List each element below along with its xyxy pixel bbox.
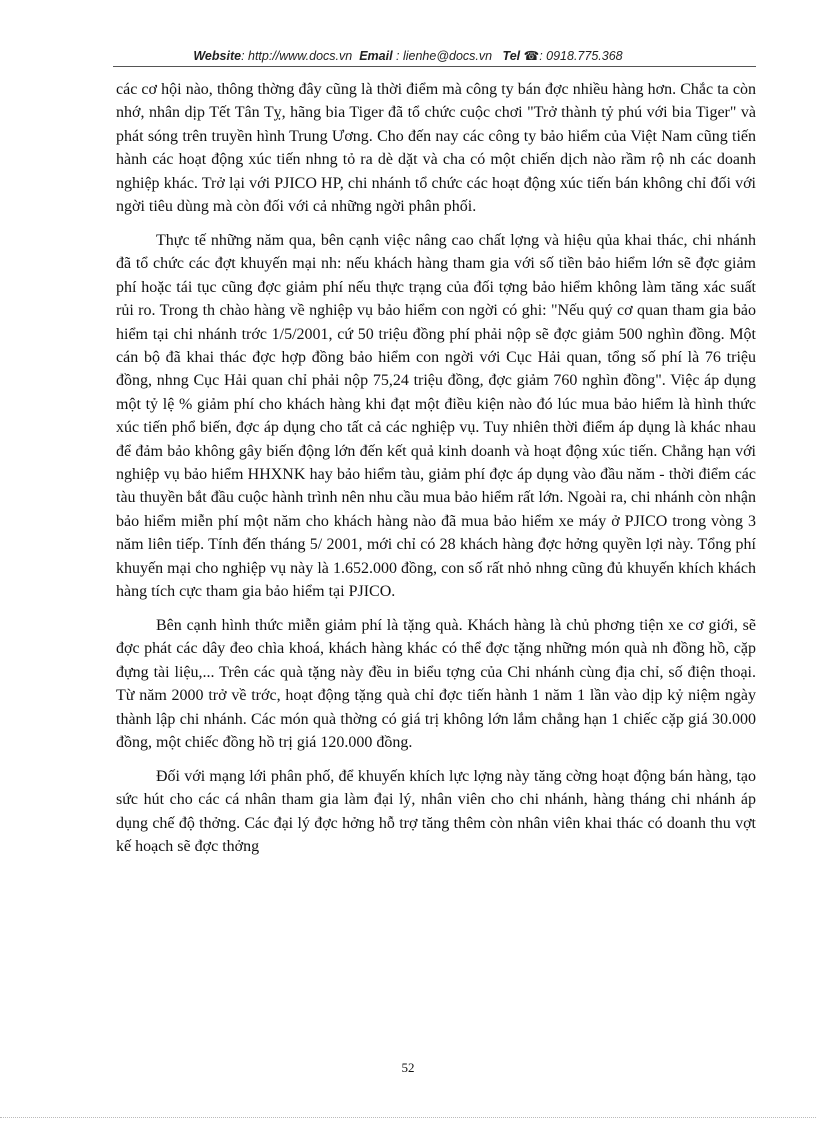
header-divider (113, 66, 756, 67)
paragraph-1: các cơ hội nào, thông thờng đây cũng là thời điểm mà công ty bán đợc nhiều hàng hơn. Chắc ta còn nhớ, nhân dịp Tết Tân Tỵ, hãng bia Tiger đã tổ chức cuộc chơi "Trở thành tỷ phú với bia Tiger" và phát sóng trên truyền hình Trung Ương. Cho đến nay các công ty bảo hiểm của Việt Nam cũng tiến hành các hoạt động xúc tiến nhng tỏ ra dè dặt và cha có một chiến dịch nào rầm rộ nh các doanh nghiệp khác. Trở lại với PJICO HP, chi nhánh tổ chức các hoạt động xúc tiến bán không chỉ đối với ngời tiêu dùng mà còn đối với cả những ngời phân phối. (116, 81, 756, 216)
tel-label: Tel (502, 49, 521, 63)
paragraph-3: Bên cạnh hình thức miễn giảm phí là tặng quà. Khách hàng là chủ phơng tiện xe cơ giới, sẽ đợc phát các dây đeo chìa khoá, khách hàng khác có thể đợc tặng những món quà nh đồng hồ, cặp đựng tài liệu,... Trên các quà tặng này đều in biểu tợng của Chi nhánh cùng địa chỉ, số điện thoại. Từ năm 2000 trở về trớc, hoạt động tặng quà chỉ đợc tiến hành 1 năm 1 lần vào dịp kỷ niệm ngày thành lập chi nhánh. Các món quà thờng có giá trị không lớn lắm chẳng hạn 1 chiếc cặp giá 30.000 đồng, một chiếc đồng hồ trị giá 120.000 đồng. (116, 616, 756, 751)
email-value: : lienhe@docs.vn (396, 49, 493, 63)
page-bottom-divider (0, 1117, 816, 1118)
phone-icon: ☎ (523, 49, 540, 63)
page-number: 52 (401, 1060, 415, 1075)
website-label: Website (193, 49, 242, 63)
paragraph-2: Thực tế những năm qua, bên cạnh việc nâng cao chất lợng và hiệu qủa khai thác, chi nhánh đã tổ chức các đợt khuyến mại nh: nếu khách hàng tham gia với số tiền bảo hiểm lớn sẽ đợc giảm phí hoặc tái tục cũng đợc giảm phí nếu thực trạng của đối tợng bảo hiểm không làm tăng xác suất rủi ro. Trong th chào hàng về nghiệp vụ bảo hiểm con ngời có ghi: "Nếu quý cơ quan tham gia bảo hiểm tại chi nhánh trớc 1/5/2001, cứ 50 triệu đồng phí phải nộp sẽ đợc giảm 500 nghìn đồng. Một cán bộ đã khai thác đợc hợp đồng bảo hiểm con ngời với Cục Hải quan, tổng số phí là 76 triệu đồng, nhng Cục Hải quan chỉ phải nộp 75,24 triệu đồng, đợc giảm 760 nghìn đồng". Việc áp dụng một tỷ lệ % giảm phí cho khách hàng khi đạt một điều kiện nào đó lúc mua bảo hiểm là hình thức xúc tiến phổ biến, đợc áp dụng cho tất cả các nghiệp vụ. Tuy nhiên thời điểm áp dụng là khác nhau để đảm bảo không gây biến động lớn đến kết quả kinh doanh và hoạt động xúc tiến. Chẳng hạn với nghiệp vụ bảo hiểm HHXNK hay bảo hiểm tàu, giảm phí đợc áp dụng vào đầu năm - thời điểm các tàu thuyền bắt đầu cuộc hành trình nên nhu cầu mua bảo hiểm rất lớn. Ngoài ra, chi nhánh còn nhận bảo hiểm miễn phí một năm cho khách hàng nào đã mua bảo hiểm xe máy ở PJICO trong vòng 3 năm liên tiếp. Tính đến tháng 5/ 2001, mới chỉ có 28 khách hàng đợc hởng quyền lợi này. Tổng phí khuyến mại cho nghiệp vụ này là 1.652.000 đồng, con số rất nhỏ nhng cũng đủ khuyến khích khách hàng tích cực tham gia bảo hiểm tại PJICO. (116, 231, 756, 601)
page-header (0, 48, 816, 63)
tel-value: : 0918.775.368 (539, 49, 623, 63)
website-value: : http://www.docs.vn (241, 49, 353, 63)
document-body (116, 78, 756, 869)
paragraph-4: Đối với mạng lới phân phố, để khuyến khích lực lợng này tăng cờng hoạt động bán hàng, tạo sức hút cho các cá nhân tham gia làm đại lý, nhân viên cho chi nhánh, hàng tháng chi nhánh áp dụng chế độ thởng. Các đại lý đợc hởng hỗ trợ tăng thêm còn nhân viên khai thác có doanh thu vợt kế hoạch sẽ đợc thởng (116, 767, 756, 856)
email-label: Email (359, 49, 393, 63)
